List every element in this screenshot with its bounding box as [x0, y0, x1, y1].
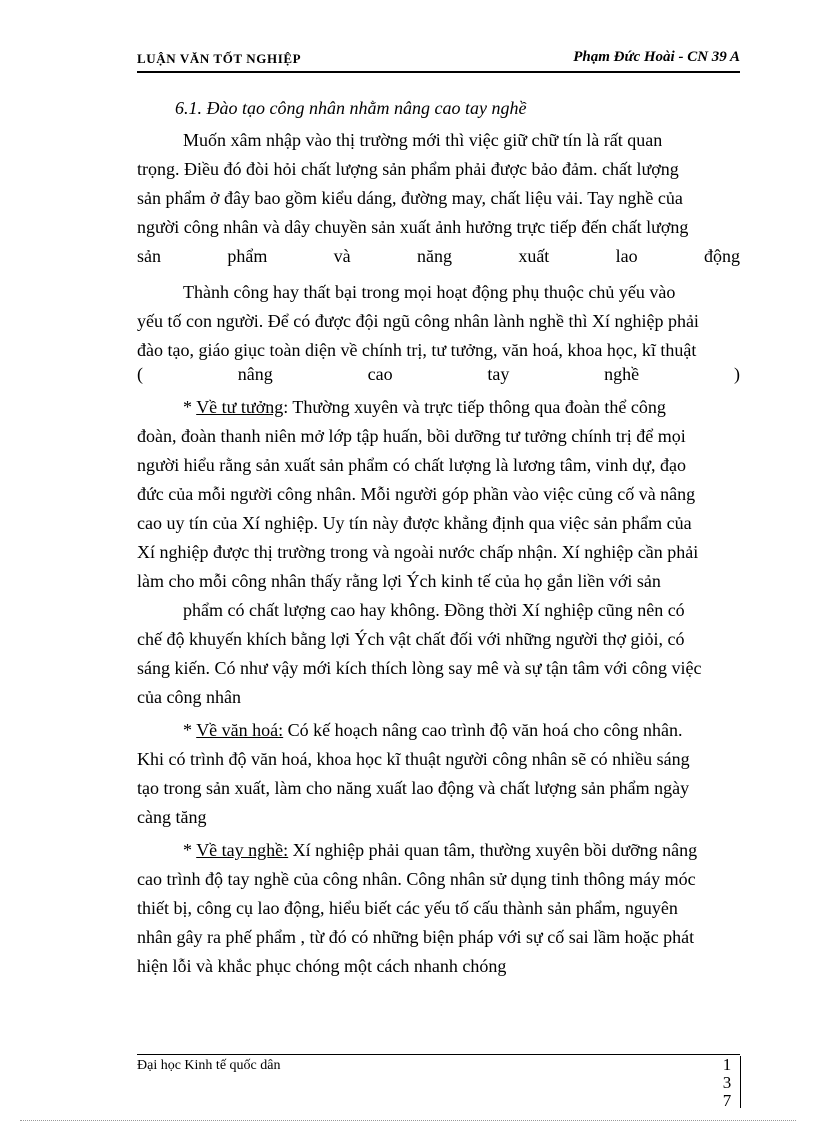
- paragraph-line: làm cho mỗi công nhân thấy rằng lợi Ých kinh tế của họ gắn liền với sản: [137, 571, 661, 591]
- text-run: : Thường xuyên và trực tiếp thông qua đoàn thể công: [283, 397, 666, 417]
- text-run: Có kế hoạch nâng cao trình độ văn hoá cho công nhân.: [283, 720, 683, 740]
- word: động: [703, 246, 740, 266]
- paragraph-line: Xí nghiệp được thị trường trong và ngoài nước chấp nhận. Xí nghiệp cần phải: [137, 542, 699, 562]
- header-thesis-label: LUẬN VĂN TỐT NGHIỆP: [137, 51, 302, 66]
- word: ): [733, 364, 740, 384]
- paragraph-line: đức của mỗi người công nhân. Mỗi người góp phần vào việc củng cố và nâng: [137, 484, 696, 504]
- paragraph-line: nhân gây ra phế phẩm , từ đó có những biện pháp với sự cố sai lầm hoặc phát: [137, 927, 695, 947]
- text-run: Xí nghiệp phải quan tâm, thường xuyên bồi dưỡng nâng: [288, 840, 698, 860]
- subsection-label-culture: Về văn hoá:: [196, 720, 284, 740]
- page-bottom-dotted-line: [20, 1120, 796, 1121]
- section-title: 6.1. Đào tạo công nhân nhằm nâng cao tay nghề: [175, 98, 527, 118]
- paragraph-line: [183, 717, 740, 744]
- paragraph-line: cao uy tín của Xí nghiệp. Uy tín này được khẳng định qua việc sản phẩm của: [137, 513, 692, 533]
- header-author: Phạm Đức Hoài - CN 39 A: [573, 49, 740, 65]
- paragraph-line: thiết bị, công cụ lao động, hiểu biết các yếu tố cấu thành sản phẩm, nguyên: [137, 898, 678, 918]
- paragraph-line: người công nhân và dây chuyền sản xuất ảnh hưởng trực tiếp đến chất lượng: [137, 217, 689, 237]
- paragraph-line: yếu tố con người. Để có được đội ngũ công nhân lành nghề thì Xí nghiệp phải: [137, 311, 699, 331]
- paragraph-line: Muốn xâm nhập vào thị trường mới thì việc giữ chữ tín là rất quan: [183, 130, 663, 150]
- paragraph-line: trọng. Điều đó đòi hỏi chất lượng sản phẩm phải được bảo đảm. chất lượng: [137, 159, 679, 179]
- paragraph-line: sáng kiến. Có như vậy mới kích thích lòng say mê và sự tận tâm với công việc: [137, 658, 702, 678]
- paragraph-line: càng tăng: [137, 807, 207, 827]
- header-divider: [137, 71, 740, 73]
- paragraph-line: [183, 394, 740, 421]
- page-number-border: [740, 1056, 741, 1108]
- word: tay: [487, 364, 510, 384]
- footer-divider: [137, 1054, 740, 1055]
- paragraph-line: [183, 837, 740, 864]
- paragraph-line: sản phẩm ở đây bao gồm kiểu dáng, đường may, chất liệu vải. Tay nghề của: [137, 188, 683, 208]
- paragraph-line: hiện lỗi và khắc phục chóng một cách nhanh chóng: [137, 956, 507, 976]
- bullet: *: [183, 397, 197, 417]
- paragraph-line: phẩm có chất lượng cao hay không. Đồng thời Xí nghiệp cũng nên có: [183, 600, 685, 620]
- paragraph-line: người hiểu rằng sản xuất sản phẩm có chất lượng là lương tâm, vinh dự, đạo: [137, 455, 686, 475]
- paragraph-line: đoàn, đoàn thanh niên mở lớp tập huấn, bồi dưỡng tư tưởng chính trị để mọi: [137, 426, 686, 446]
- page-number-digit: 3: [722, 1073, 732, 1092]
- bullet: *: [183, 720, 197, 740]
- word: nghề: [604, 364, 640, 384]
- word: và: [333, 246, 351, 266]
- page-number-digit: 7: [722, 1091, 732, 1110]
- word: phẩm: [227, 246, 268, 266]
- word: năng: [416, 246, 452, 266]
- paragraph-line: của công nhân: [137, 687, 241, 707]
- subsection-label-ideology: Về tư tưởng: [196, 397, 284, 417]
- word: sản: [137, 246, 161, 266]
- paragraph-line: Khi có trình độ văn hoá, khoa học kĩ thuật người công nhân sẽ có nhiều sáng: [137, 749, 690, 769]
- word: lao: [615, 246, 638, 266]
- subsection-label-skill: Về tay nghề:: [196, 840, 289, 860]
- page-number-digit: 1: [722, 1055, 732, 1074]
- word: xuất: [518, 246, 550, 266]
- word: (: [137, 364, 143, 384]
- bullet: *: [183, 840, 197, 860]
- paragraph-line: chế độ khuyến khích bằng lợi Ých vật chất đối với những người thợ giỏi, có: [137, 629, 685, 649]
- paragraph-line-spread: [137, 361, 740, 388]
- paragraph-line: Thành công hay thất bại trong mọi hoạt động phụ thuộc chủ yếu vào: [183, 282, 676, 302]
- paragraph-line: cao trình độ tay nghề của công nhân. Công nhân sử dụng tinh thông máy móc: [137, 869, 696, 889]
- paragraph-line-spread: [137, 243, 740, 270]
- word: nâng: [237, 364, 273, 384]
- word: cao: [367, 364, 393, 384]
- paragraph-line: đào tạo, giáo giục toàn diện về chính trị, tư tưởng, văn hoá, khoa học, kĩ thuật: [137, 340, 697, 360]
- paragraph-line: tạo trong sản xuất, làm cho năng xuất lao động và chất lượng sản phẩm ngày: [137, 778, 690, 798]
- page-header: [137, 49, 740, 69]
- footer-university: Đại học Kinh tế quốc dân: [137, 1058, 281, 1073]
